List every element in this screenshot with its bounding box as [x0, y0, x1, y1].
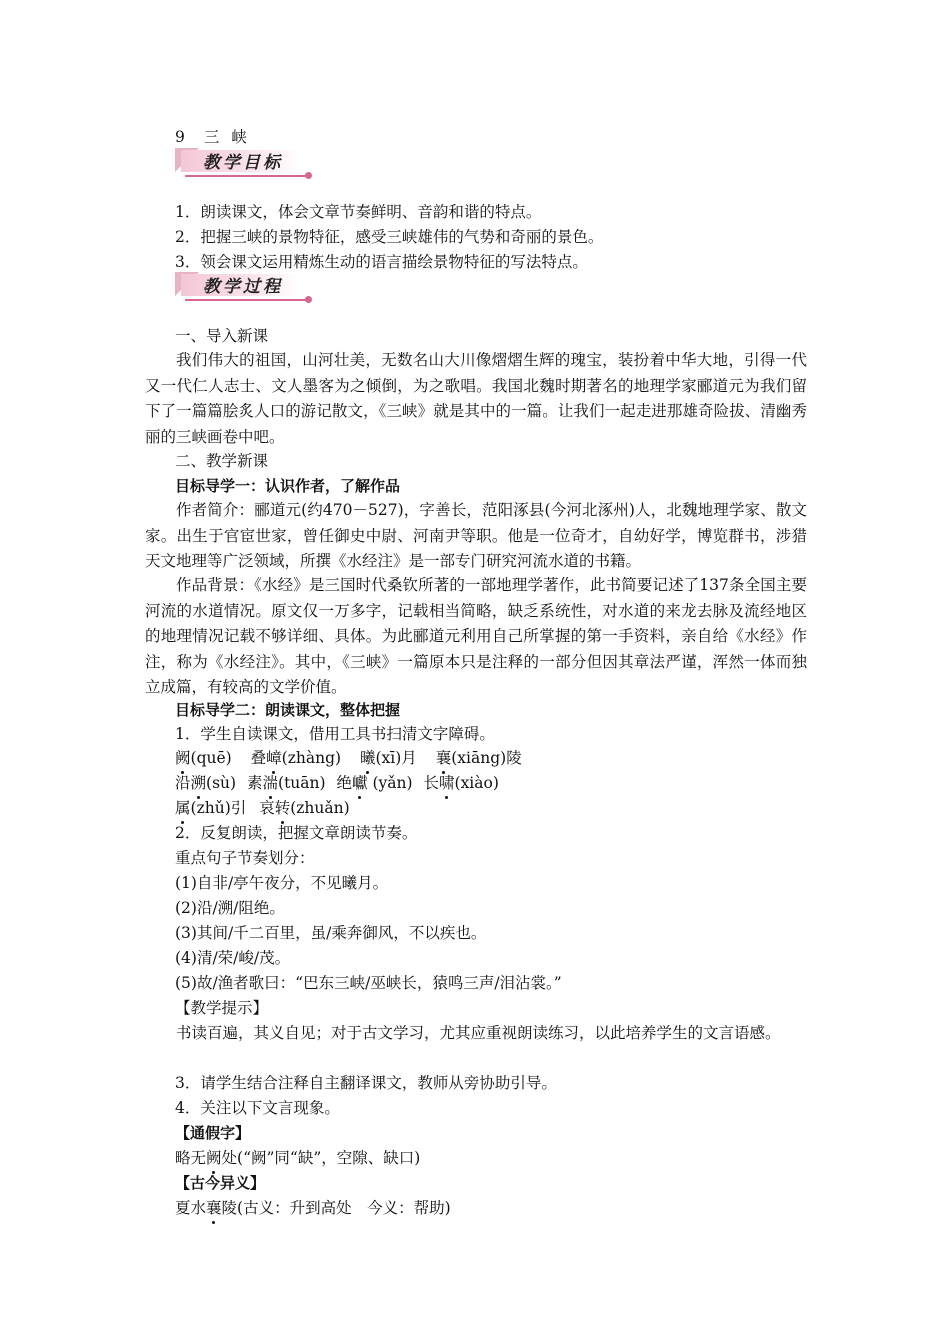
gujin-example — [175, 1196, 451, 1220]
banner-dot-decoration — [305, 296, 312, 303]
pinyin: (zhǔ)引 — [190, 799, 247, 817]
word-prefix: 沿 — [175, 774, 191, 792]
pinyin: (xiāng)陵 — [451, 749, 522, 767]
gujin-heading: 【古今异义】 — [175, 1174, 266, 1192]
step-item: 4．关注以下文言现象。 — [175, 1099, 340, 1117]
word-prefix: 素 — [247, 774, 263, 792]
example-explanation: 处(“阙”同“缺”，空隙、缺口) — [221, 1149, 421, 1167]
step-item: 3．请学生结合注释自主翻译课文，教师从旁协助引导。 — [175, 1074, 557, 1092]
marked-char: 属 — [175, 796, 191, 820]
section-heading: 一、导入新课 — [175, 327, 269, 345]
goals-banner — [175, 146, 315, 182]
guide-heading: 目标导学一：认识作者，了解作品 — [175, 477, 401, 495]
marked-char: 湍 — [263, 771, 279, 795]
tip-paragraph: 书读百遍，其义自见；对于古文学习，尤其应重视朗读练习，以此培养学生的文言语感。 — [176, 1024, 781, 1042]
tip-heading: 【教学提示】 — [175, 999, 269, 1017]
pinyin: (xī)月 — [375, 749, 417, 767]
goals-banner-label: 教学目标 — [203, 153, 283, 173]
marked-char: 阙 — [206, 1146, 222, 1170]
pronunciation-row — [175, 746, 522, 770]
tongjia-heading: 【通假字】 — [175, 1124, 251, 1142]
word-prefix: 叠 — [250, 749, 267, 767]
guide-heading: 目标导学二：朗读课文，整体把握 — [175, 701, 401, 719]
example-prefix: 略无 — [175, 1149, 207, 1167]
author-paragraph: 作者简介：郦道元(约470－527)，字善长，范阳涿县(今河北涿州)人，北魏地理学家、散文家。出生于官宦世家，曾任御史中尉、河南尹等职。他是一位奇才，自幼好学，博览群书，涉猎天文地理等广泛领域，所撰《水经注》是一部专门研究河流水道的书籍。 — [145, 501, 807, 570]
intro-paragraph: 我们伟大的祖国，山河壮美，无数名山大川像熠熠生辉的瑰宝，装扮着中华大地，引得一代又一代仁人志士、文人墨客为之倾倒，为之歌唱。我国北魏时期著名的地理学家郦道元为我们留下了一篇篇脍炙人口的游记散文，《三峡》就是其中的一篇。让我们一起走进那雄奇险拔、清幽秀丽的三峡画卷中吧。 — [145, 351, 807, 446]
rhythm-item: (4)清/荣/峻/茂。 — [175, 949, 291, 967]
pinyin: (quē) — [190, 749, 232, 767]
marked-char: 啸 — [439, 771, 455, 795]
step-item: 2．反复朗读，把握文章朗读节奏。 — [175, 824, 418, 842]
example-explanation: 陵(古义：升到高处 今义：帮助) — [221, 1199, 451, 1217]
pinyin: (yǎn) — [367, 774, 413, 792]
rhythm-item: (3)其间/千二百里，虽/乘奔御风，不以疾也。 — [175, 924, 487, 942]
pinyin: (sù) — [206, 774, 237, 792]
marked-char: 转 — [275, 796, 291, 820]
word-prefix: 长 — [423, 774, 439, 792]
pinyin: (tuān) — [278, 774, 326, 792]
marked-char: 阙 — [175, 746, 191, 770]
word-prefix: 哀 — [259, 799, 275, 817]
marked-char: 襄 — [436, 746, 452, 770]
goal-item: 3．领会课文运用精炼生动的语言描绘景物特征的写法特点。 — [175, 253, 588, 271]
word-prefix: 绝 — [336, 774, 353, 792]
step-item: 1．学生自读课文，借用工具书扫清文字障碍。 — [175, 725, 495, 743]
marked-char: 襄 — [206, 1196, 222, 1220]
rhythm-item: (2)沿/溯/阻绝。 — [175, 899, 285, 917]
chapter-title: 三峡 — [203, 128, 259, 146]
goal-item: 2．把握三峡的景物特征，感受三峡雄伟的气势和奇丽的景色。 — [175, 228, 604, 246]
process-banner-label: 教学过程 — [203, 277, 283, 297]
banner-underline — [185, 175, 307, 177]
marked-char: 嶂 — [266, 746, 282, 770]
example-prefix: 夏水 — [175, 1199, 207, 1217]
pronunciation-row — [175, 771, 499, 795]
goal-item: 1．朗读课文，体会文章节奏鲜明、音韵和谐的特点。 — [175, 203, 542, 221]
pinyin: (zhuǎn) — [290, 799, 350, 817]
chapter-heading — [175, 125, 259, 147]
tongjia-example — [175, 1146, 420, 1170]
chapter-number: 9 — [175, 128, 186, 146]
rhythm-item: (1)自非/亭午夜分，不见曦月。 — [175, 874, 389, 892]
rhythm-heading: 重点句子节奏划分： — [175, 849, 315, 867]
pronunciation-row — [175, 796, 350, 820]
marked-char: 巘 — [352, 771, 368, 795]
marked-char: 曦 — [360, 746, 376, 770]
pinyin: (zhàng) — [281, 749, 342, 767]
marked-char: 溯 — [191, 771, 207, 795]
process-banner — [175, 270, 315, 306]
section-heading: 二、教学新课 — [175, 452, 269, 470]
background-paragraph: 作品背景：《水经》是三国时代桑钦所著的一部地理学著作，此书简要记述了137条全国主要河流的水道情况。原文仅一万多字，记载相当简略，缺乏系统性，对水道的来龙去脉及流经地区的地理情况记载不够详细、具体。为此郦道元利用自己所掌握的第一手资料，亲自给《水经》作注，称为《水经注》。其中，《三峡》一篇原本只是注释的一部分但因其章法严谨，浑然一体而独立成篇，有较高的文学价值。 — [145, 576, 807, 696]
rhythm-item: (5)故/渔者歌曰：“巴东三峡/巫峡长，猿鸣三声/泪沾裳。” — [175, 974, 562, 992]
banner-underline — [185, 299, 307, 301]
pinyin: (xiào) — [454, 774, 499, 792]
banner-dot-decoration — [305, 172, 312, 179]
